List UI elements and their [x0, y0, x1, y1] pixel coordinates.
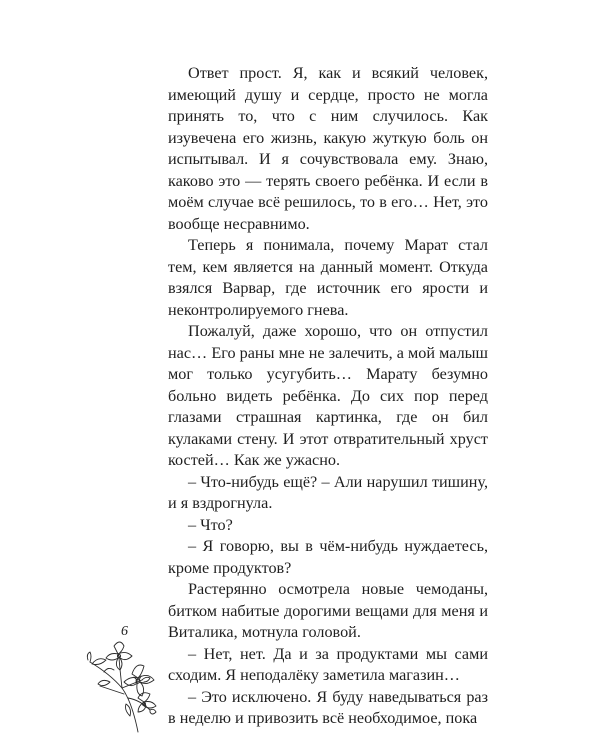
dialogue-line: – Что-нибудь ещё? – Али нарушил тишину, и я вздрогнула.: [168, 472, 488, 512]
paragraph: Ответ прост. Я, как и всякий человек, имеющий душу и сердце, просто не могла принять то, что с ним случилось. Как изувечена его жизнь, какую жуткую боль он испытывал. И я сочувствовала ему. Знаю, каково это — терять своего ребёнка. И если в моём случае всё решилось, то в его… Нет, это вообще несравнимо.: [168, 64, 488, 233]
dialogue-line: – Что?: [188, 515, 233, 534]
dialogue-line: – Нет, нет. Да и за продуктами мы сами сходим. Я неподалёку заметила магазин…: [168, 644, 488, 684]
paragraph: Теперь я понимала, почему Марат стал тем, кем является на данный момент. Откуда взялся Варвар, где источник его ярости и неконтролируемого гнева.: [168, 236, 488, 319]
flower-ornament-icon: [80, 636, 170, 736]
paragraph: Пожалуй, даже хорошо, что он отпустил нас… Его раны мне не залечить, а мой малыш мог только усугубить… Марату безумно больно видеть ребёнка. До сих пор перед глазами страшная картинка, где он бил кулаками стену. И этот отвратительный хруст костей… Как же ужасно.: [168, 322, 488, 469]
page-number: 6: [121, 624, 128, 639]
paragraph: Растерянно осмотрела новые чемоданы, битком набитые дорогими вещами для меня и Виталика, мотнула головой.: [168, 580, 488, 641]
dialogue-line: – Это исключено. Я буду наведываться раз в неделю и привозить всё необходимое, пока: [168, 687, 488, 727]
dialogue-line: – Я говорю, вы в чём-нибудь нуждаетесь, кроме продуктов?: [168, 537, 488, 577]
body-text: [168, 63, 488, 730]
